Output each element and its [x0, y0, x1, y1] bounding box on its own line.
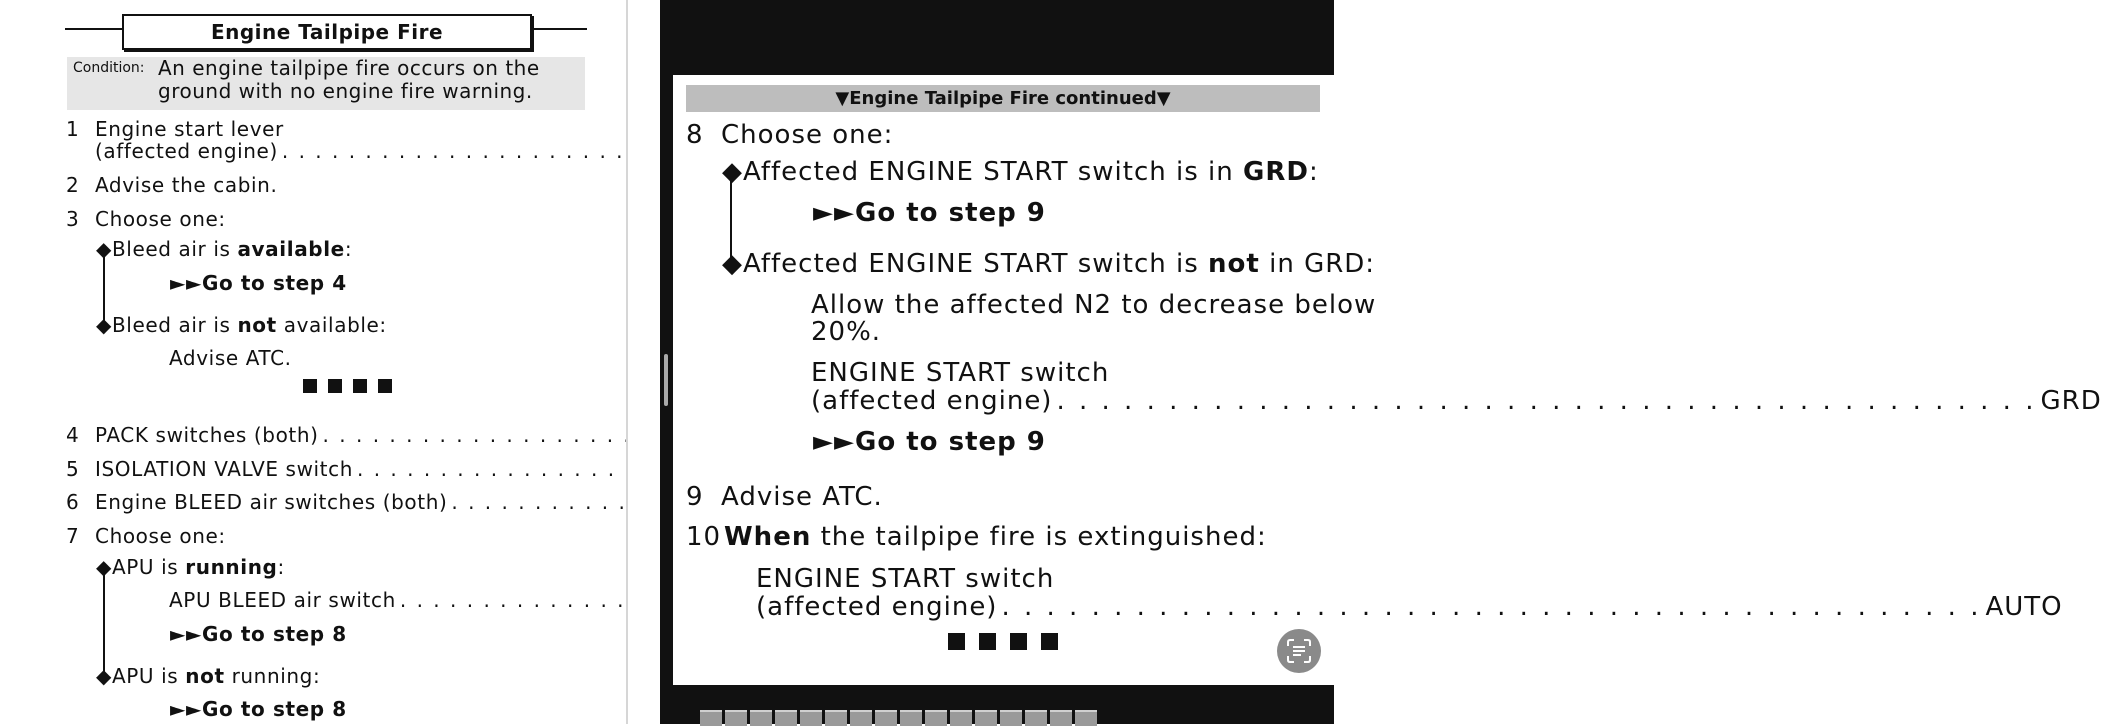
condition-text: An engine tailpipe fire occurs on the ground with no engine fire warning.	[158, 56, 540, 103]
step-number: 9	[686, 482, 704, 512]
option-action-dotline: (affected engine) . . . GRD	[811, 386, 1319, 416]
page-thumbnail[interactable]	[975, 710, 997, 726]
diamond-icon: ◆	[96, 313, 112, 337]
option-action-dotline: (affected engine) . . . AUTO	[756, 592, 1319, 622]
step-number: 5	[66, 457, 79, 481]
title-rule-right	[530, 28, 587, 30]
goto-step: ►►Go to step 8	[170, 697, 347, 721]
text-scan-icon	[1285, 637, 1313, 665]
option-action: Allow the affected N2 to decrease below	[811, 290, 1377, 320]
page-thumbnail[interactable]	[850, 710, 872, 726]
step-number: 4	[66, 423, 79, 447]
step-text: Advise ATC.	[721, 482, 883, 512]
step-dotline: ISOLATION VALVE switch . . .	[95, 457, 585, 481]
page-thumbnail-strip[interactable]	[700, 710, 1097, 724]
step-dotline	[95, 139, 585, 163]
option-item: ◆Affected ENGINE START switch is not in GRD:	[722, 249, 1376, 279]
step-text: Advise the cabin.	[95, 173, 278, 197]
page-thumbnail[interactable]	[750, 710, 772, 726]
page-thumbnail[interactable]	[1000, 710, 1022, 726]
page-gap	[628, 0, 662, 724]
page-thumbnail[interactable]	[950, 710, 972, 726]
goto-step: ►►Go to step 8	[170, 622, 347, 646]
option-action: 20%.	[811, 317, 882, 347]
page-thumbnail[interactable]	[1025, 710, 1047, 726]
step-text: Choose one:	[95, 207, 226, 231]
page-thumbnail[interactable]	[1050, 710, 1072, 726]
end-of-checklist-squares	[303, 379, 392, 393]
goto-step: ►►Go to step 9	[813, 427, 1046, 457]
condition-label: Condition:	[73, 60, 145, 76]
step-dotline: PACK switches (both) . . .	[95, 423, 585, 447]
page-thumbnail[interactable]	[700, 710, 722, 726]
option-action-dotline: APU BLEED air switch . . .	[169, 588, 585, 612]
step-number: 2	[66, 173, 79, 197]
option-item: ◆APU is not running:	[96, 664, 321, 688]
option-action-label: ENGINE START switch	[811, 358, 1110, 388]
page-thumbnail[interactable]	[875, 710, 897, 726]
page-thumbnail[interactable]	[825, 710, 847, 726]
double-arrow-icon: ►►	[813, 427, 855, 457]
step-text: When the tailpipe fire is extinguished:	[724, 522, 1267, 552]
diamond-icon: ◆	[96, 664, 112, 688]
double-arrow-icon: ►►	[170, 271, 202, 295]
step-text: Choose one:	[721, 120, 894, 150]
step-number: 7	[66, 524, 79, 548]
option-item: ◆APU is running:	[96, 555, 285, 579]
viewer-top-area	[673, 0, 1334, 75]
title-rule-left	[65, 28, 123, 30]
step-number: 1	[66, 117, 79, 141]
step-number: 6	[66, 490, 79, 514]
left-page	[0, 0, 628, 724]
double-arrow-icon: ►►	[170, 622, 202, 646]
option-item: ◆Bleed air is not available:	[96, 313, 387, 337]
step-number: 8	[686, 120, 704, 150]
goto-step: ►►Go to step 9	[813, 198, 1046, 228]
page-thumbnail[interactable]	[925, 710, 947, 726]
split-drag-handle[interactable]	[664, 354, 668, 406]
page-thumbnail[interactable]	[900, 710, 922, 726]
step-label: (affected engine)	[95, 139, 278, 163]
double-arrow-icon: ►►	[170, 697, 202, 721]
goto-step: ►►Go to step 4	[170, 271, 347, 295]
scan-text-button[interactable]	[1277, 629, 1321, 673]
step-dotline: Engine BLEED air switches (both) . . .	[95, 490, 585, 514]
diamond-icon: ◆	[96, 237, 112, 261]
step-text: Engine start lever	[95, 117, 284, 141]
option-action-label: ENGINE START switch	[756, 564, 1055, 594]
step-number: 10	[686, 522, 722, 552]
option-action: Advise ATC.	[169, 346, 292, 370]
page-thumbnail[interactable]	[800, 710, 822, 726]
step-text: Choose one:	[95, 524, 226, 548]
checklist-title: Engine Tailpipe Fire	[122, 14, 532, 50]
double-arrow-icon: ►►	[813, 198, 855, 228]
continued-banner: ▼Engine Tailpipe Fire continued▼	[686, 85, 1320, 112]
page-thumbnail[interactable]	[1075, 710, 1097, 726]
diamond-icon: ◆	[722, 157, 743, 187]
condition-box	[67, 57, 585, 110]
page-thumbnail[interactable]	[725, 710, 747, 726]
page-thumbnail[interactable]	[775, 710, 797, 726]
option-item: ◆Bleed air is available:	[96, 237, 353, 261]
option-bracket	[103, 567, 105, 675]
diamond-icon: ◆	[722, 249, 743, 279]
option-item: ◆Affected ENGINE START switch is in GRD:	[722, 157, 1319, 187]
end-of-checklist-squares	[948, 633, 1058, 650]
diamond-icon: ◆	[96, 555, 112, 579]
step-number: 3	[66, 207, 79, 231]
